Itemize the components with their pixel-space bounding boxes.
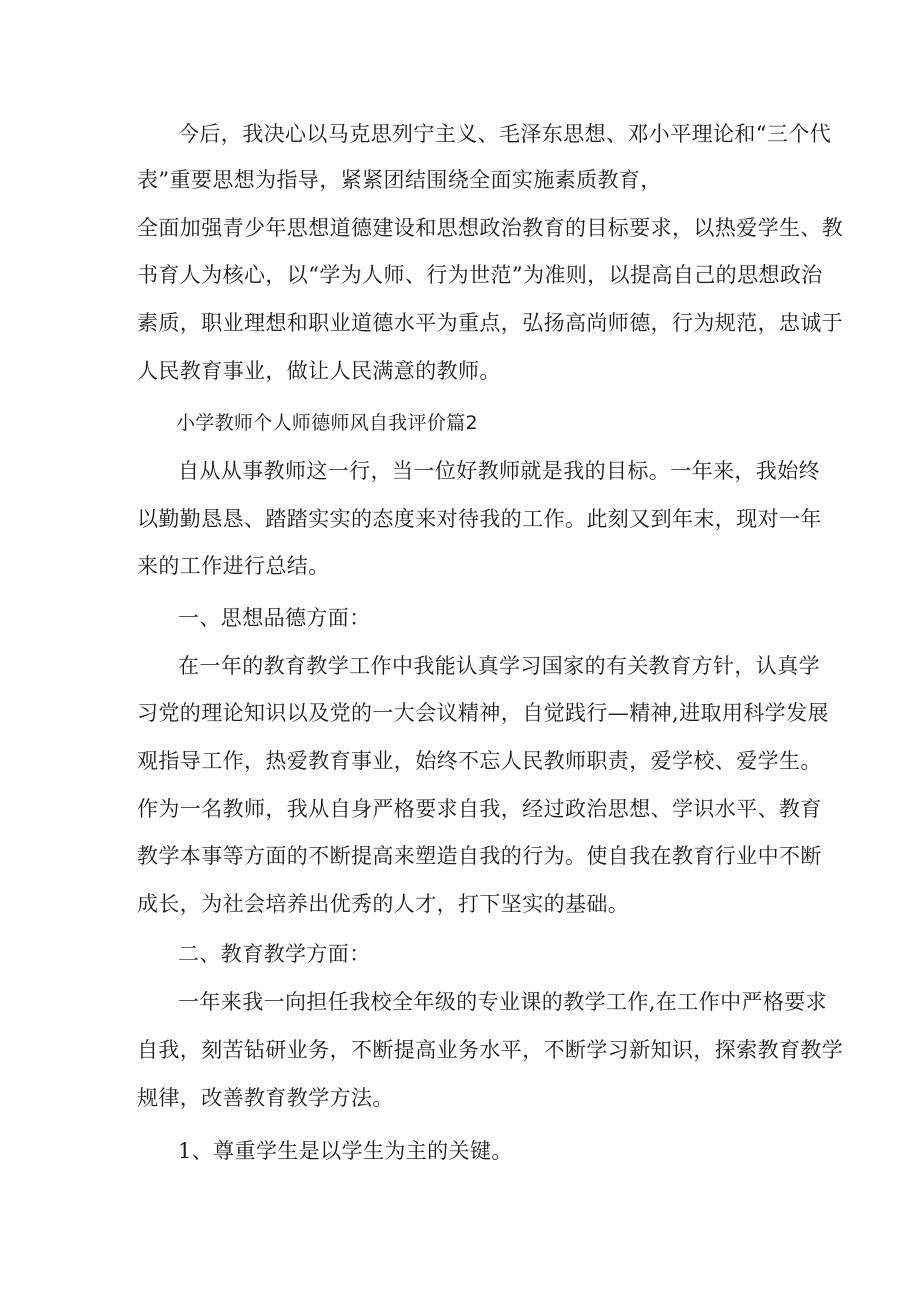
text-line: 1、尊重学生是以学生为主的关键。	[178, 1139, 513, 1163]
text-line: 规律，改善教育教学方法。	[137, 1086, 394, 1110]
text-line: 一年来我一向担任我校全年级的专业课的教学工作,在工作中严格要求	[178, 990, 828, 1014]
text-line: 今后，我决心以马克思列宁主义、毛泽东思想、邓小平理论和“三个代	[178, 122, 832, 146]
text-line: 习党的理论知识以及党的一大会议精神，自觉践行—精神,进取用科学发展	[137, 701, 829, 725]
section-heading: 小学教师个人师德师风自我评价篇2	[176, 412, 478, 434]
text-line: 来的工作进行总结。	[137, 554, 330, 578]
text-line: 书育人为核心，以“学为人师、行为世范”为准则，以提高自己的思想政治	[137, 263, 823, 287]
text-line: 一、思想品德方面：	[178, 606, 371, 630]
text-line: 素质，职业理想和职业道德水平为重点，弘扬高尚师德，行为规范，忠诚于	[137, 311, 844, 335]
text-line: 人民教育事业，做让人民满意的教师。	[137, 359, 501, 383]
text-line: 观指导工作，热爱教育事业，始终不忘人民教师职责，爱学校、爱学生。	[137, 749, 822, 773]
text-line: 全面加强青少年思想道德建设和思想政治教育的目标要求，以热爱学生、教	[137, 216, 844, 240]
text-line: 表”重要思想为指导，紧紧团结围绕全面实施素质教育，	[137, 168, 662, 192]
text-line: 自我，刻苦钻研业务，不断提高业务水平，不断学习新知识，探索教育教学	[137, 1038, 844, 1062]
text-line: 作为一名教师，我从自身严格要求自我，经过政治思想、学识水平、教育	[137, 797, 822, 821]
text-line: 成长，为社会培养出优秀的人才，打下坚实的基础。	[137, 892, 630, 916]
text-line: 教学本事等方面的不断提高来塑造自我的行为。使自我在教育行业中不断	[137, 844, 822, 868]
text-line: 以勤勤恳恳、踏踏实实的态度来对待我的工作。此刻又到年末，现对一年	[137, 507, 822, 531]
text-line: 在一年的教育教学工作中我能认真学习国家的有关教育方针，认真学	[178, 654, 820, 678]
text-line: 自从从事教师这一行，当一位好教师就是我的目标。一年来，我始终	[178, 459, 820, 483]
text-line: 二、教育教学方面：	[178, 942, 371, 966]
